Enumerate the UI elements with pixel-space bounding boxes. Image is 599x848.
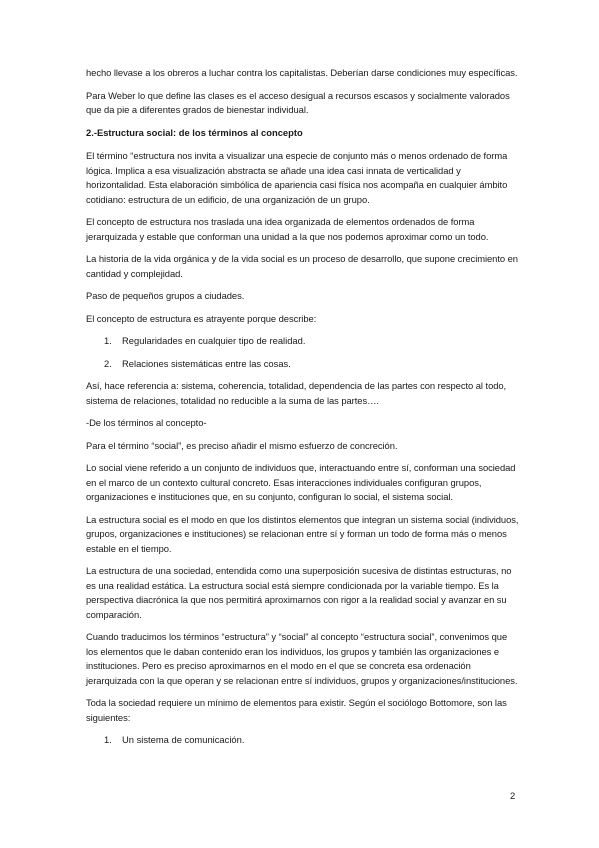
paragraph: El concepto de estructura nos traslada una idea organizada de elementos ordenados de forma jerarquizada y estable que conforman una unidad a la que nos podemos aproximar como un todo. [86, 216, 489, 242]
numbered-list [86, 733, 520, 748]
list-item-text: Regularidades en cualquier tipo de realidad. [122, 335, 306, 346]
list-item-number: 1. [104, 734, 112, 745]
page-number: 2 [510, 790, 516, 801]
list-item [86, 334, 520, 349]
paragraph: Así, hace referencia a: sistema, coherencia, totalidad, dependencia de las partes con respecto al todo, sistema de relaciones, totalidad no reducible a la suma de las partes…. [86, 380, 507, 406]
list-item-number: 2. [104, 357, 112, 369]
paragraph: Para Weber lo que define las clases es el acceso desigual a recursos escasos y socialmente valorados que da pie a diferentes grados de bienestar individual. [86, 89, 510, 115]
paragraph: Para el término “social”, es preciso añadir el mismo esfuerzo de concreción. [86, 439, 398, 451]
paragraph: Toda la sociedad requiere un mínimo de elementos para existir. Según el sociólogo Bottomore, son las siguientes: [86, 697, 507, 723]
paragraph: La historia de la vida orgánica y de la vida social es un proceso de desarrollo, que supone crecimiento en cantidad y complejidad. [86, 253, 518, 279]
list-item [86, 733, 520, 748]
paragraph: El término “estructura nos invita a visualizar una especie de conjunto más o menos ordenado de forma lógica. Implica a esa visualización abstracta se añade una idea casi innata de verticalidad y horizontalidad. Esta elaboración simbólica de apariencia casi física nos acompaña en cualquier ámbito cotidiano: estructura de un edificio, de una organización de un grupo. [86, 150, 508, 205]
list-item-number: 1. [104, 335, 112, 346]
list-item [86, 357, 520, 372]
paragraph: Paso de pequeños grupos a ciudades. [86, 290, 245, 301]
paragraph: hecho llevase a los obreros a luchar contra los capitalistas. Deberían darse condiciones muy específicas. [86, 67, 518, 78]
paragraph: La estructura de una sociedad, entendida como una superposición sucesiva de distintas estructuras, no es una realidad estática. La estructura social está siempre condicionada por la variable tiempo. Es la perspectiva diacrónica la que nos permitirá aproximarnos con rigor a la realidad social y avanzar en su comparación. [86, 565, 512, 620]
section-heading: 2.-Estructura social: de los términos al concepto [86, 126, 303, 138]
list-item-text: Relaciones sistemáticas entre las cosas. [122, 357, 291, 369]
paragraph: El concepto de estructura es atrayente porque describe: [86, 312, 317, 324]
numbered-list [86, 334, 520, 371]
paragraph: -De los términos al concepto- [86, 417, 207, 428]
list-item-text: Un sistema de comunicación. [122, 734, 245, 745]
page-content [86, 66, 520, 756]
paragraph: Lo social viene referido a un conjunto de individuos que, interactuando entre sí, conforman una sociedad en el marco de un contexto cultural concreto. Esas interacciones individuales configuran grupos, organizaciones e instituciones que, en su conjunto, configuran lo social, el sistema social. [86, 462, 516, 502]
paragraph: Cuando traducimos los términos “estructura” y “social” al concepto “estructura social”, convenimos que los elementos que le daban contenido eran los individuos, los grupos y también las organizaciones e instituciones. Pero es preciso aproximarnos en el modo en el que se concreta esa ordenación jerarquizada con la que operan y se relacionan entre sí individuos, grupos y organizaciones/instituciones. [86, 631, 518, 686]
paragraph: La estructura social es el modo en que los distintos elementos que integran un sistema social (individuos, grupos, organizaciones e instituciones) se relacionan entre sí y forman un todo de forma más o menos estable en el tiempo. [86, 513, 519, 554]
